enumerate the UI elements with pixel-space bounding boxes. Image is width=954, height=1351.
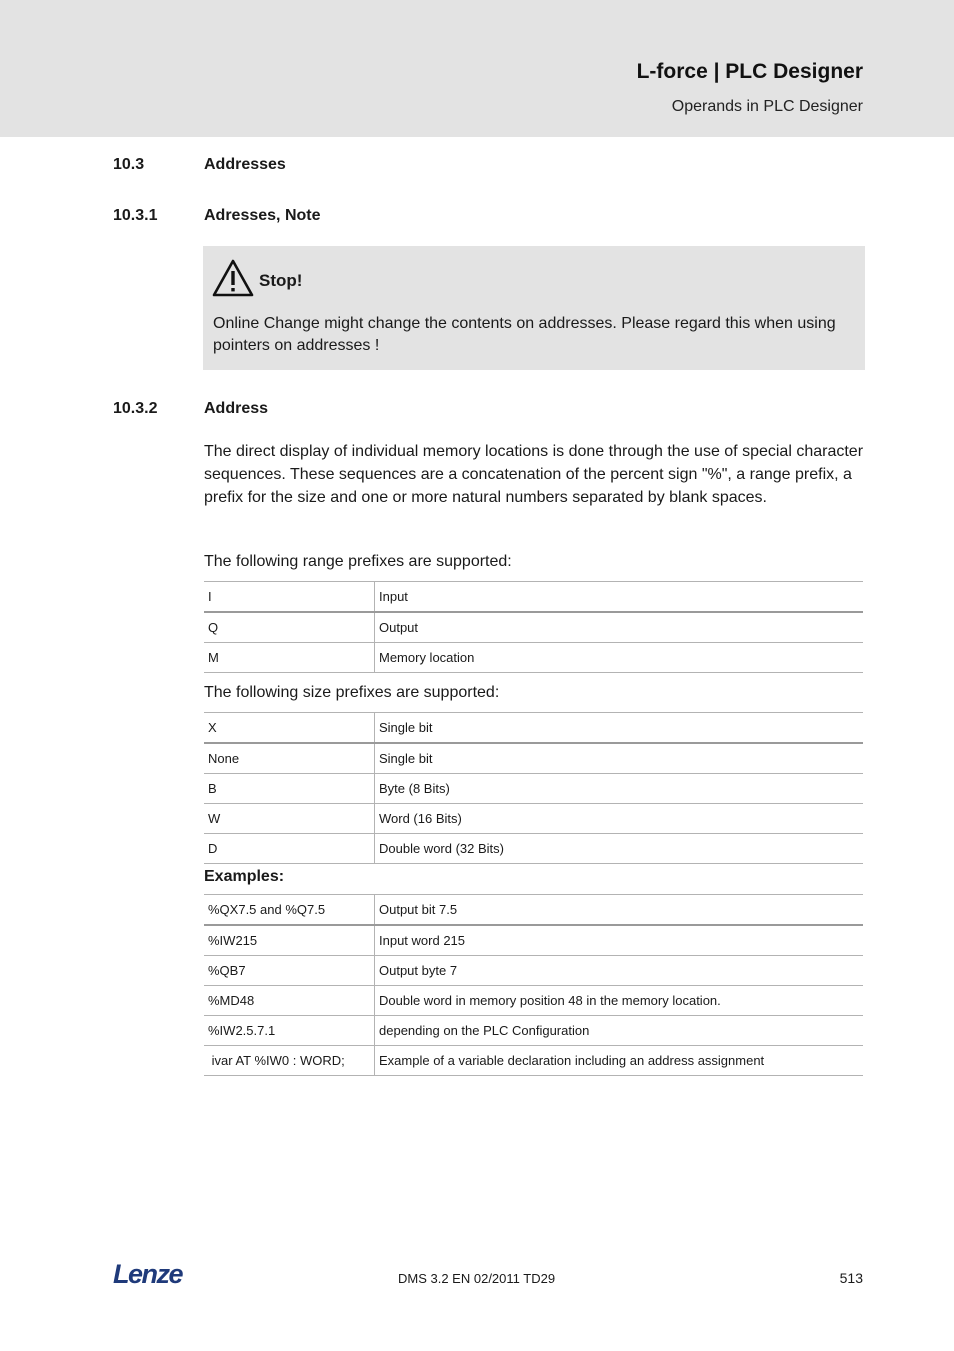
stop-text: Online Change might change the contents on addresses. Please regard this when using pointers on addresses ! — [213, 315, 836, 354]
table-cell: ivar AT %IW0 : WORD; — [204, 1046, 375, 1076]
table-cell: D — [204, 834, 375, 864]
table-cell: W — [204, 804, 375, 834]
chapter-subtitle: Operands in PLC Designer — [671, 98, 863, 115]
table-cell: None — [204, 743, 375, 774]
table-cell: Single bit — [375, 743, 864, 774]
table-row — [204, 895, 863, 926]
table-cell: Word (16 Bits) — [375, 804, 864, 834]
table-cell: Double word (32 Bits) — [375, 834, 864, 864]
stop-label: Stop! — [259, 271, 303, 290]
table-cell: %QB7 — [204, 956, 375, 986]
table-cell: %IW215 — [204, 925, 375, 956]
examples-table — [204, 894, 863, 1076]
warning-triangle-icon — [212, 259, 254, 297]
document-reference: DMS 3.2 EN 02/2011 TD29 — [398, 1271, 556, 1286]
table-row — [204, 925, 863, 956]
table-cell: %IW2.5.7.1 — [204, 1016, 375, 1046]
examples-label: Examples: — [204, 868, 285, 885]
section-title: Addresses — [204, 156, 286, 173]
table-cell: Input word 215 — [375, 925, 864, 956]
table-cell: B — [204, 774, 375, 804]
table-row — [204, 612, 863, 643]
range-prefix-intro: The following range prefixes are supported: — [204, 553, 512, 570]
table-cell: Example of a variable declaration including an address assignment — [375, 1046, 864, 1076]
range-prefix-table — [204, 581, 863, 673]
table-row — [204, 804, 863, 834]
table-row — [204, 643, 863, 673]
table-cell: Single bit — [375, 713, 864, 744]
size-prefix-table — [204, 712, 863, 864]
section-number: 10.3 — [113, 156, 145, 173]
table-row — [204, 713, 863, 744]
table-cell: depending on the PLC Configuration — [375, 1016, 864, 1046]
table-cell: X — [204, 713, 375, 744]
subsection-note-number: 10.3.1 — [113, 207, 158, 224]
table-cell: %QX7.5 and %Q7.5 — [204, 895, 375, 926]
table-row — [204, 1046, 863, 1076]
table-cell: %MD48 — [204, 986, 375, 1016]
lenze-logo — [113, 1261, 191, 1287]
intro-paragraph: The direct display of individual memory locations is done through the use of special character sequences. These sequences are a concatenation of the percent sign "%", a range prefix, a prefix for the size and one or more natural numbers separated by blank spaces. — [204, 443, 864, 506]
subsection-note-title: Adresses, Note — [204, 207, 321, 224]
table-cell: Output byte 7 — [375, 956, 864, 986]
table-cell: Output bit 7.5 — [375, 895, 864, 926]
table-cell: I — [204, 582, 375, 613]
table-cell: Output — [375, 612, 864, 643]
table-row — [204, 582, 863, 613]
table-row — [204, 956, 863, 986]
lenze-logo-text: Lenze — [113, 1261, 183, 1287]
table-cell: Memory location — [375, 643, 864, 673]
table-row — [204, 986, 863, 1016]
subsection-address-number: 10.3.2 — [113, 400, 158, 417]
table-row — [204, 743, 863, 774]
stop-notice — [203, 246, 865, 370]
table-row — [204, 1016, 863, 1046]
table-row — [204, 834, 863, 864]
table-cell: Input — [375, 582, 864, 613]
table-cell: Double word in memory position 48 in the memory location. — [375, 986, 864, 1016]
size-prefix-intro: The following size prefixes are supported: — [204, 684, 500, 701]
table-cell: Byte (8 Bits) — [375, 774, 864, 804]
table-cell: M — [204, 643, 375, 673]
subsection-address-title: Address — [204, 400, 269, 417]
table-row — [204, 774, 863, 804]
document-title: L-force | PLC Designer — [636, 60, 863, 83]
page-number: 513 — [839, 1270, 863, 1286]
table-cell: Q — [204, 612, 375, 643]
